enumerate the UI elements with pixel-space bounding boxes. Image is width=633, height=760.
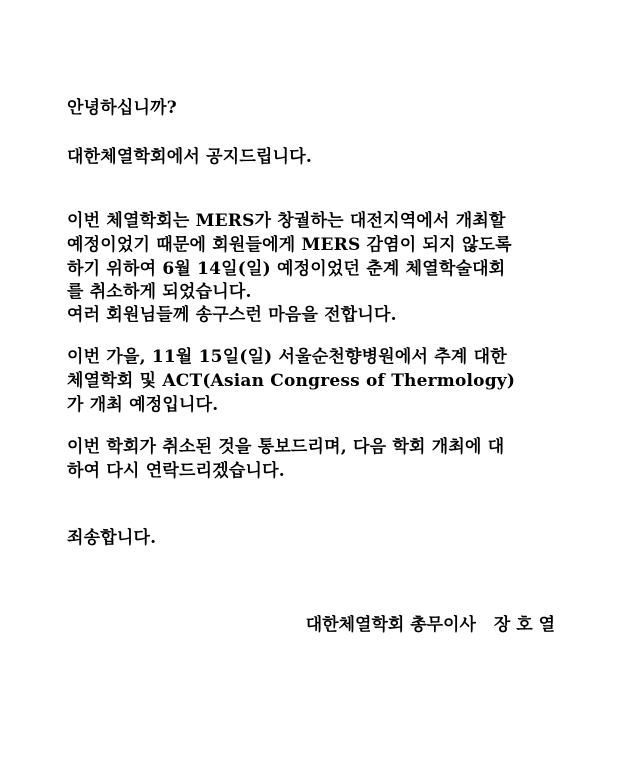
body3-line-2: 하여 다시 연락드리겠습니다.	[67, 461, 285, 481]
body1-line-5: 여러 회원님들께 송구스런 마음을 전합니다.	[67, 305, 397, 325]
signature	[306, 614, 555, 636]
closing-line: 죄송합니다.	[67, 528, 157, 548]
body2-line-1: 이번 가을, 11월 15일(일) 서울순천향병원에서 추계 대한	[67, 347, 507, 367]
body1-line-4: 를 취소하게 되었습니다.	[67, 282, 252, 302]
body1-line-1: 이번 체열학회는 MERS가 창궐하는 대전지역에서 개최할	[67, 211, 506, 231]
body1-line-3: 하기 위하여 6월 14일(일) 예정이었던 춘계 체열학술대회	[67, 259, 506, 279]
body2-line-2: 체열학회 및 ACT(Asian Congress of Thermology)	[67, 371, 516, 391]
body3-line-1: 이번 학회가 취소된 것을 통보드리며, 다음 학회 개최에 대	[67, 437, 505, 457]
signature-title: 대한체열학회 총무이사	[305, 615, 476, 635]
signature-name: 장 호 열	[493, 615, 555, 635]
body1-line-2: 예정이었기 때문에 회원들에게 MERS 감염이 되지 않도록	[67, 235, 512, 255]
greeting: 안녕하십니까?	[67, 98, 177, 118]
body2-line-3: 가 개최 예정입니다.	[67, 395, 219, 415]
intro-line: 대한체열학회에서 공지드립니다.	[67, 147, 312, 167]
